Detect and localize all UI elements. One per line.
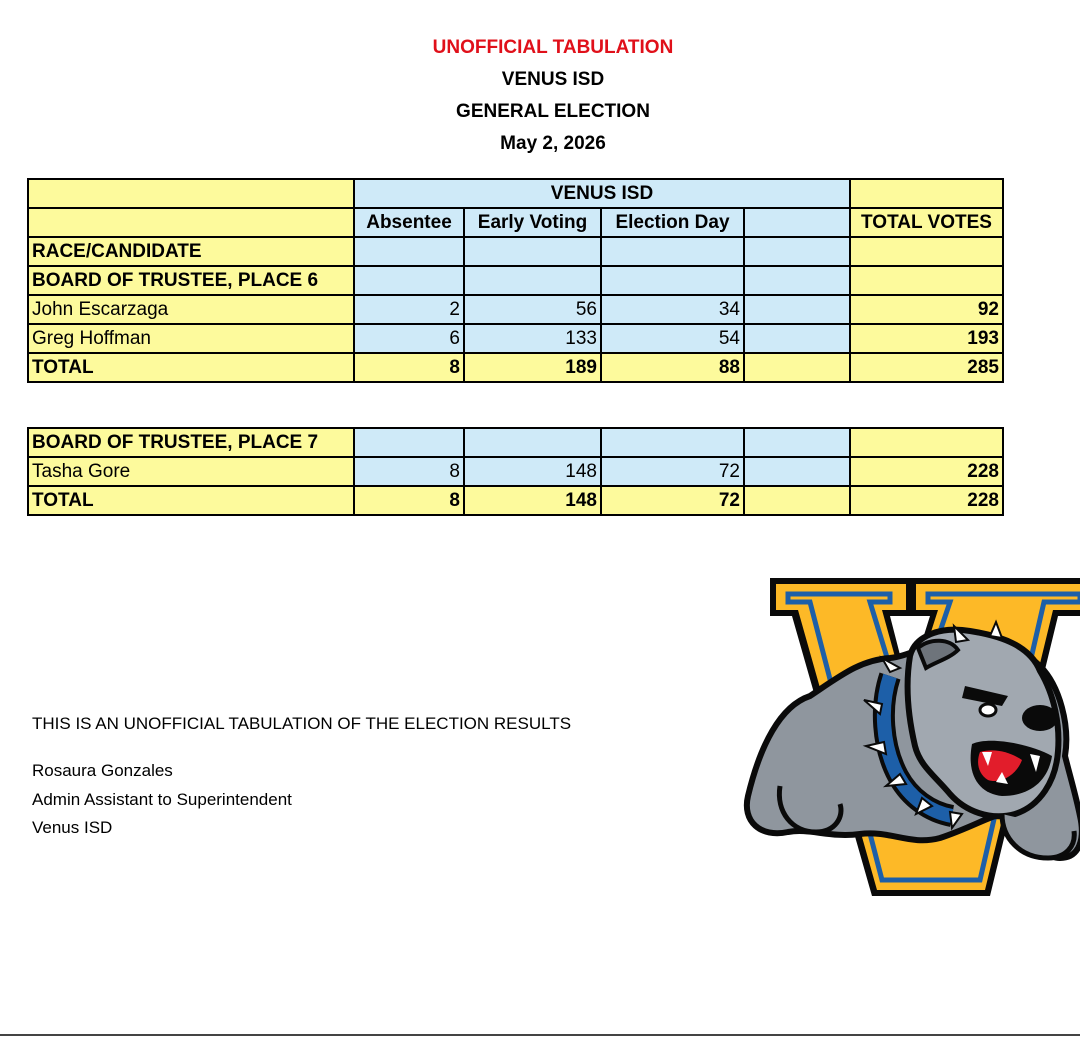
absentee-votes: 8: [354, 457, 464, 486]
disclaimer-text: THIS IS AN UNOFFICIAL TABULATION OF THE ELECTION RESULTS: [32, 714, 572, 733]
total-votes: 228: [850, 457, 1003, 486]
header-blank-cell: [28, 208, 354, 237]
header-blank-cell: [850, 179, 1003, 208]
candidate-name: Tasha Gore: [28, 457, 354, 486]
table-header-row: [28, 179, 1003, 208]
election-date: May 2, 2026: [500, 133, 606, 154]
signer-name: Rosaura Gonzales: [32, 761, 173, 780]
table-row: [28, 295, 1003, 324]
results-table-place-7: [27, 427, 1004, 516]
total-row: [28, 353, 1003, 382]
column-header-early-voting: Early Voting: [464, 208, 601, 237]
total-label: TOTAL: [28, 486, 354, 515]
group-header-venus-isd: VENUS ISD: [354, 179, 850, 208]
election-day-votes: 54: [601, 324, 744, 353]
column-header-election-day: Election Day: [601, 208, 744, 237]
bulldog-v-logo-icon: [740, 576, 1080, 898]
absentee-votes: 6: [354, 324, 464, 353]
results-table-place-6: [27, 178, 1004, 383]
election-day-total: 88: [601, 353, 744, 382]
table-row: [28, 457, 1003, 486]
table-row: [28, 237, 1003, 266]
total-row: [28, 486, 1003, 515]
table-row: [28, 324, 1003, 353]
early-voting-votes: 56: [464, 295, 601, 324]
election-name: GENERAL ELECTION: [456, 101, 650, 122]
document-title: UNOFFICIAL TABULATION: [432, 37, 674, 58]
signer-title: Admin Assistant to Superintendent: [32, 790, 292, 809]
header-blank-cell: [28, 179, 354, 208]
election-day-votes: 34: [601, 295, 744, 324]
election-day-total: 72: [601, 486, 744, 515]
column-header-blank: [744, 208, 850, 237]
race-title: BOARD OF TRUSTEE, PLACE 7: [28, 428, 354, 457]
race-title: BOARD OF TRUSTEE, PLACE 6: [28, 266, 354, 295]
total-votes: 92: [850, 295, 1003, 324]
early-voting-total: 189: [464, 353, 601, 382]
absentee-votes: 2: [354, 295, 464, 324]
grand-total: 228: [850, 486, 1003, 515]
election-day-votes: 72: [601, 457, 744, 486]
race-title-row: [28, 428, 1003, 457]
early-voting-total: 148: [464, 486, 601, 515]
race-candidate-label: RACE/CANDIDATE: [28, 237, 354, 266]
column-header-absentee: Absentee: [354, 208, 464, 237]
early-voting-votes: 148: [464, 457, 601, 486]
signer-organization: Venus ISD: [32, 818, 113, 837]
absentee-total: 8: [354, 353, 464, 382]
column-header-total-votes: TOTAL VOTES: [850, 208, 1003, 237]
early-voting-votes: 133: [464, 324, 601, 353]
bottom-divider: [0, 1034, 1080, 1036]
absentee-total: 8: [354, 486, 464, 515]
column-header-row: [28, 208, 1003, 237]
district-name: VENUS ISD: [501, 69, 605, 90]
candidate-name: Greg Hoffman: [28, 324, 354, 353]
total-label: TOTAL: [28, 353, 354, 382]
grand-total: 285: [850, 353, 1003, 382]
race-title-row: [28, 266, 1003, 295]
candidate-name: John Escarzaga: [28, 295, 354, 324]
total-votes: 193: [850, 324, 1003, 353]
